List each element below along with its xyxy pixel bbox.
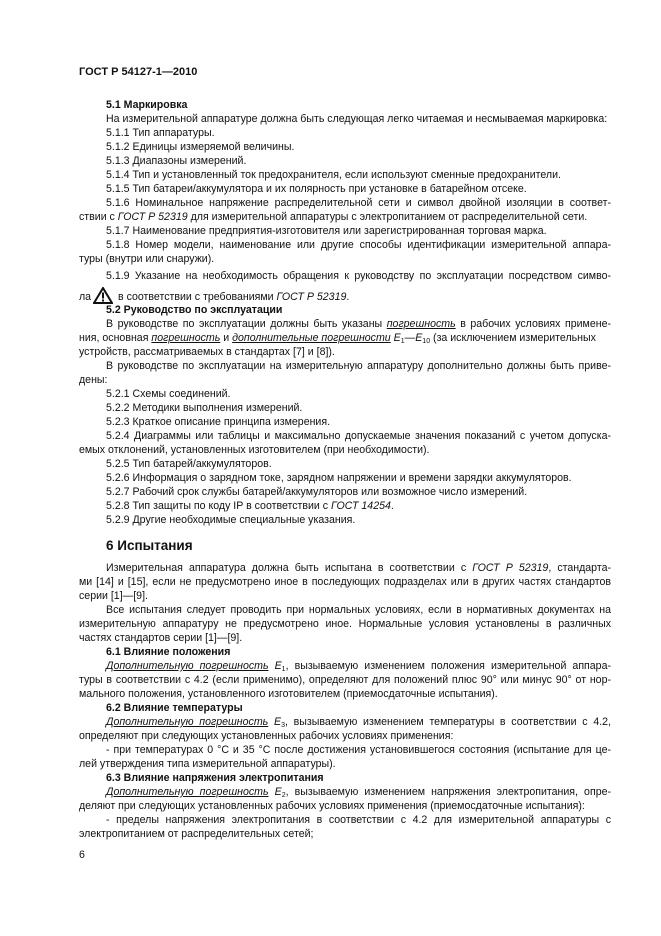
s63-line-2: деляют при следующих установленных рабочих условиях применения (приемосдаточные испытания): [79,800,585,812]
s51-item-2: 5.1.2 Единицы измеряемой величины. [106,141,295,153]
s52-item-3: 5.2.3 Краткое описание принципа измерения. [106,416,331,428]
s63-line-3: - пределы напряжения электропитания в соответствии с 4.2 для измерительной аппаратуры с [106,814,611,826]
s52-item-5: 5.2.5 Тип батарей/аккумуляторов. [106,458,272,470]
s51-item-7: 5.1.7 Наименование предприятия-изготовителя или зарегистрированная торговая марка. [106,225,547,237]
s51-item-6-line-1: 5.1.6 Номинальное напряжение распределительной сети и символ двойной изоляции в соответ- [106,197,611,209]
section-5-1-title: 5.1 Маркировка [106,99,188,111]
s51-intro: На измерительной аппаратуре должна быть следующая легко читаемая и несмываемая маркировка: [106,113,608,125]
s52-item-6: 5.2.6 Информация о зарядном токе, зарядном напряжении и времени зарядки аккумуляторов. [106,472,572,484]
s51-item-9-line-1: 5.1.9 Указание на необходимость обращения к руководству по эксплуатации посредством симво- [106,270,611,282]
section-6-title: 6 Испытания [106,538,193,553]
s61-line-1: Дополнительную погрешность $E_1$, вызываемую изменением положения измерительной аппара- [106,660,611,673]
s52-item-2: 5.2.2 Методики выполнения измерений. [106,402,303,414]
s6-p2-line-3: частях стандартов серии [1]—[9]. [79,632,243,644]
s52-item-7: 5.2.7 Рабочий срок службы батарей/аккумуляторов или возможное число измерений. [106,486,528,498]
s61-line-3: мального положения, установленного изготовителем (приемосдаточные испытания). [79,688,498,700]
s51-item-6-line-2: ствии с ГОСТ Р 52319 для измерительной аппаратуры с электропитанием от распределительной сети. [79,211,588,223]
section-6-1-title: 6.1 Влияние положения [106,646,231,658]
section-5-2-title: 5.2 Руководство по эксплуатации [106,304,283,316]
s6-p1-line-2: ми [14] и [15], если не предусмотрено иное в последующих подразделах или в других частях стандартов [79,576,611,588]
s52-item-9: 5.2.9 Другие необходимые специальные указания. [106,514,356,526]
document-header: ГОСТ Р 54127-1—2010 [79,66,198,78]
s51-item-8-line-2: туры (внутри или снаружи). [79,253,215,265]
section-6-2-title: 6.2 Влияние температуры [106,702,243,714]
s62-line-3: - при температурах 0 °С и 35 °С после достижения установившегося состояния (испытание для це- [106,744,611,756]
ref-gost-52319: ГОСТ Р 52319 [276,291,347,303]
s6-p1-line-1: Измерительная аппаратура должна быть испытана в соответствии с ГОСТ Р 52319, стандарта- [106,562,611,574]
section-6-3-title: 6.3 Влияние напряжения электропитания [106,772,324,784]
s62-line-4: лей утверждения типа измерительной аппаратуры). [79,758,336,770]
s62-line-1: Дополнительную погрешность $E_3$, вызываемую изменением температуры в соответствии с 4.2, [106,716,611,729]
s63-line-4: электропитанием от распределительных сетей; [79,828,314,840]
s52-p2-line-1: В руководстве по эксплуатации на измерительную аппаратуру дополнительно должны быть приве- [106,360,611,372]
s6-p2-line-2: измерительную аппаратуру не предусмотрено иное. Нормальные условия установлены в различных [79,618,611,630]
s52-p1-line-1: В руководстве по эксплуатации должны быть указаны погрешность в рабочих условиях примене- [106,318,611,330]
s52-item-8: 5.2.8 Тип защиты по коду IP в соответствии с ГОСТ 14254. [106,500,394,512]
ref-gost-14254: ГОСТ 14254 [331,500,391,512]
s52-p1-line-3: устройств, рассматриваемых в стандартах [7] и [8]). [79,346,335,358]
s51-item-4: 5.1.4 Тип и установленный ток предохранителя, если используют сменные предохранители. [106,169,561,181]
s63-line-1: Дополнительную погрешность $E_2$, вызываемую изменением напряжения электропитания, опре- [106,786,612,799]
ref-gost-52319: ГОСТ Р 52319 [472,562,549,574]
s52-item-4-line-2: емых отклонений, установленных изготовителем (при необходимости). [79,444,430,456]
s51-item-1: 5.1.1 Тип аппаратуры. [106,127,215,139]
s6-p1-line-3: серии [1]—[9]. [79,590,148,602]
s52-p1-line-2: ния, основная погрешность и дополнительные погрешности $E_1—E_{10}$ (за исключением измерительных [79,332,596,345]
s51-item-5: 5.1.5 Тип батареи/аккумулятора и их полярность при установке в батарейном отсеке. [106,183,527,195]
s61-line-2: туры в соответствии с 4.2 (если применимо), определяют для положений плюс 90° или минус 90° от нор- [79,674,611,686]
s51-item-8-line-1: 5.1.8 Номер модели, наименование или другие способы идентификации измерительной аппара- [106,239,611,251]
s52-item-1: 5.2.1 Схемы соединений. [106,388,231,400]
s52-item-4-line-1: 5.2.4 Диаграммы или таблицы и максимально допускаемые значения показаний с учетом допуска- [106,430,611,442]
ref-gost-52319: ГОСТ Р 52319 [117,211,188,223]
s6-p2-line-1: Все испытания следует проводить при нормальных условиях, если в нормативных документах на [106,604,611,616]
s51-item-3: 5.1.3 Диапазоны измерений. [106,155,247,167]
s52-p2-line-2: дены: [79,374,108,386]
s62-line-2: определяют при следующих установленных рабочих условиях применения: [79,730,454,742]
s51-item-9-line-2: ла в соответствии с требованиями ГОСТ Р 52319. [79,287,349,308]
page-number: 6 [79,849,85,861]
